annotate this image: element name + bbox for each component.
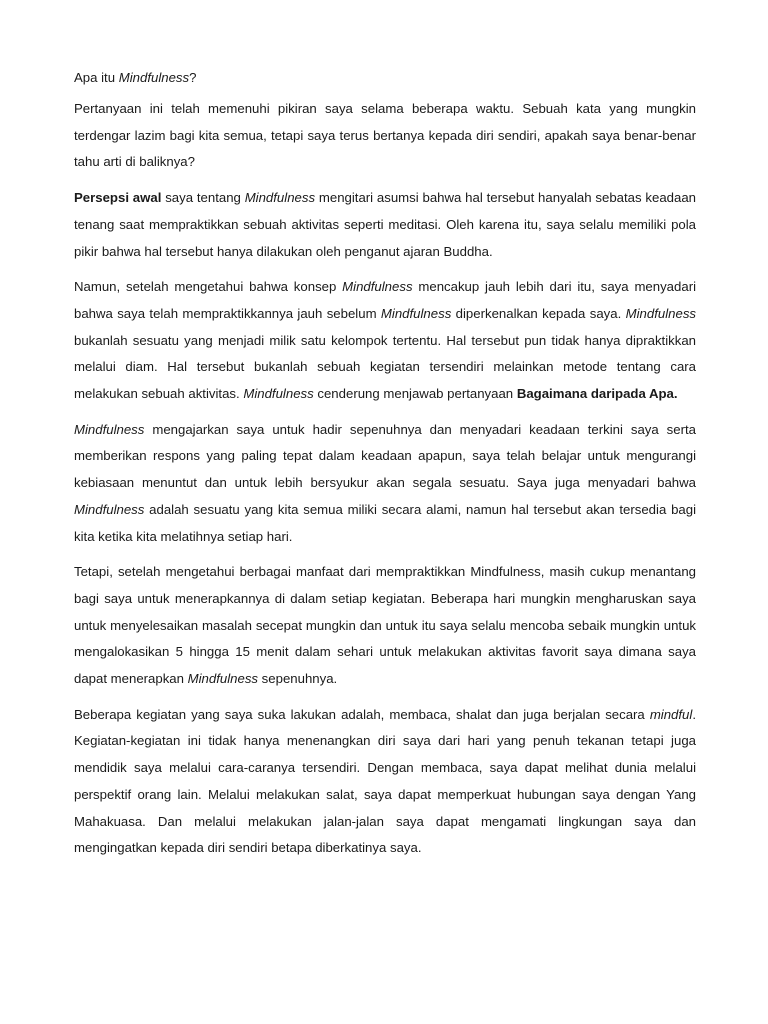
title-run-italic: Mindfulness bbox=[118, 70, 190, 85]
text-run: Pertanyaan ini telah memenuhi pikiran saya selama beberapa waktu. Sebuah kata yang mungkin terdengar lazim bagi kita semua, tetapi saya terus bertanya kepada diri sendiri, apakah saya benar-benar tahu arti di baliknya? bbox=[74, 101, 696, 170]
text-run-italic: Mindfulness bbox=[243, 386, 314, 402]
title-run: Apa itu bbox=[74, 70, 119, 85]
text-run-italic: Mindfulness bbox=[74, 501, 145, 517]
text-run-italic: Mindfulness bbox=[380, 305, 452, 321]
text-run-italic: Mindfulness bbox=[74, 421, 145, 437]
paragraph-3 bbox=[74, 274, 696, 408]
text-run: mencakup jauh lebih dari itu, saya menyadari bahwa saya telah mempraktikkannya jauh sebelum bbox=[74, 279, 697, 321]
paragraph-6 bbox=[74, 702, 696, 862]
paragraph-4 bbox=[74, 417, 696, 551]
paragraph-1 bbox=[74, 96, 696, 176]
text-run-italic: Mindfulness bbox=[187, 671, 259, 687]
text-run-italic: Mindfulness bbox=[625, 305, 697, 321]
text-run-bold: Persepsi awal bbox=[74, 190, 162, 206]
text-run: Tetapi, setelah mengetahui berbagai manfaat dari mempraktikkan Mindfulness, masih cukup menantang bagi saya untuk menerapkannya di dalam setiap kegiatan. Beberapa hari mungkin mengharuskan saya untuk menyelesaikan masalah secepat mungkin dan untuk itu saya selalu mencoba sebaik mungkin untuk mengalokasikan 5 hingga 15 menit dalam sehari untuk melakukan aktivitas favorit saya dimana saya dapat menerapkan bbox=[74, 564, 696, 687]
text-run: cenderung menjawab pertanyaan bbox=[313, 386, 517, 402]
text-run-bold: Bagaimana daripada Apa. bbox=[516, 386, 678, 402]
text-run-italic: Mindfulness bbox=[244, 190, 316, 206]
text-run-italic: mindful bbox=[649, 706, 693, 722]
text-run-italic: Mindfulness bbox=[342, 279, 413, 295]
text-run: . Kegiatan-kegiatan ini tidak hanya menenangkan diri saya dari hari yang penuh tekanan tetapi juga mendidik saya melalui cara-caranya tersendiri. Dengan membaca, saya dapat melihat dunia melalui perspektif orang lain. Melalui melakukan salat, saya dapat memperkuat hubungan saya dengan Yang Mahakuasa. Dan melalui melakukan jalan-jalan saya dapat mengamati lingkungan saya dan mengingatkan kepada diri sendiri betapa diberkatinya saya. bbox=[74, 706, 696, 856]
text-run: Namun, setelah mengetahui bahwa konsep bbox=[74, 279, 343, 295]
document-title bbox=[74, 68, 696, 88]
text-run: adalah sesuatu yang kita semua miliki secara alami, namun hal tersebut akan tersedia bagi kita ketika kita melatihnya setiap hari. bbox=[74, 501, 696, 544]
text-run: mengitari asumsi bahwa hal tersebut hanyalah sebatas keadaan tenang saat mempraktikkan sebuah aktivitas seperti meditasi. Oleh karena itu, saya selalu memiliki pola pikir bahwa hal tersebut hanya dilakukan oleh penganut ajaran Buddha. bbox=[74, 190, 696, 259]
title-run: ? bbox=[189, 70, 197, 85]
text-run: saya tentang bbox=[161, 190, 245, 206]
paragraph-5 bbox=[74, 559, 696, 693]
text-run: sepenuhnya. bbox=[258, 671, 338, 687]
text-run: diperkenalkan kepada saya. bbox=[451, 305, 626, 321]
paragraph-2 bbox=[74, 185, 696, 265]
text-run: Beberapa kegiatan yang saya suka lakukan adalah, membaca, shalat dan juga berjalan secara bbox=[74, 706, 650, 722]
text-run: mengajarkan saya untuk hadir sepenuhnya dan menyadari keadaan terkini saya serta memberikan respons yang paling tepat dalam keadaan apapun, saya telah belajar untuk mengurangi kebiasaan menuntut dan untuk lebih bersyukur akan segala sesuatu. Saya juga menyadari bahwa bbox=[74, 421, 696, 491]
text-run: bukanlah sesuatu yang menjadi milik satu kelompok tertentu. Hal tersebut pun tidak hanya dipraktikkan melalui diam. Hal tersebut bukanlah sebuah kegiatan tersendiri melainkan metode tentang cara melakukan sebuah aktivitas. bbox=[74, 332, 696, 402]
